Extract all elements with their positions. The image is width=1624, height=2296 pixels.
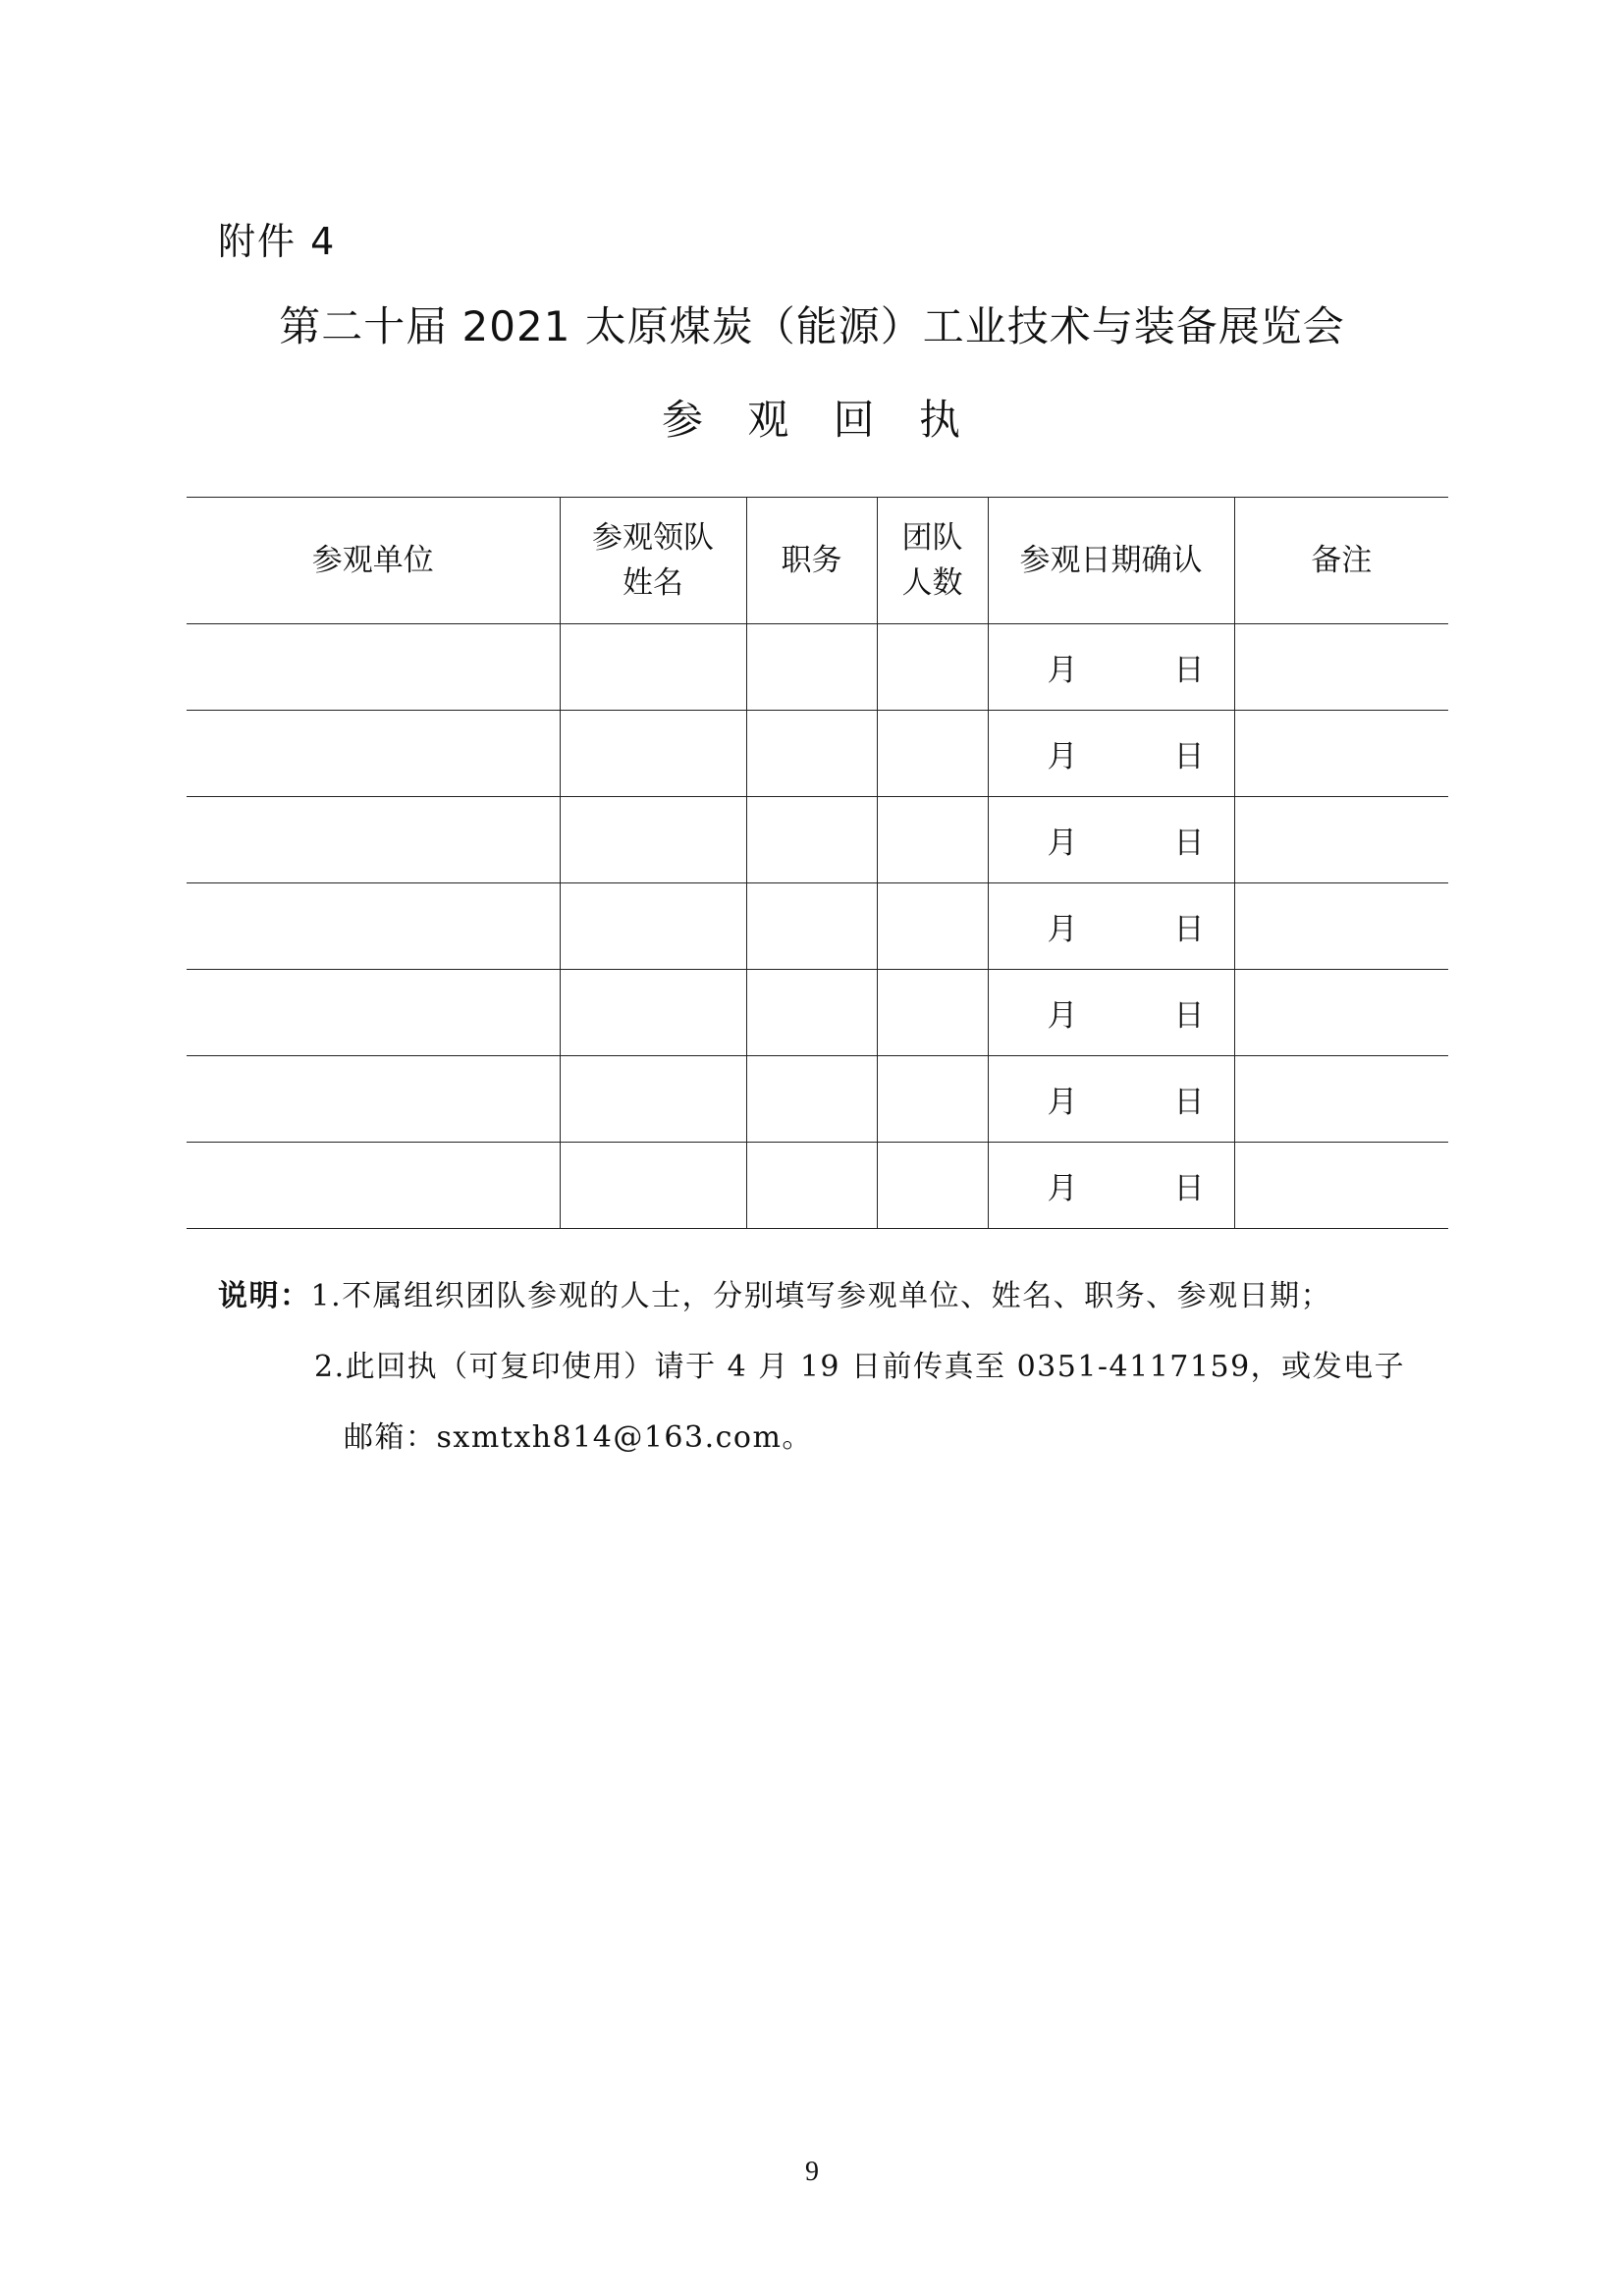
visit-receipt-table [187, 497, 1448, 1229]
cell-remarks[interactable] [1234, 970, 1448, 1056]
notes-section [218, 1261, 1445, 1473]
table-row [187, 1143, 1448, 1229]
month-label: 月 [1047, 1085, 1078, 1120]
document-title: 第二十届 2021 太原煤炭（能源）工业技术与装备展览会 [279, 302, 1345, 350]
cell-team-size[interactable] [877, 624, 988, 711]
cell-leader[interactable] [560, 797, 746, 883]
cell-date[interactable] [988, 711, 1234, 797]
table-row [187, 1056, 1448, 1143]
cell-leader[interactable] [560, 1143, 746, 1229]
cell-unit[interactable] [187, 970, 560, 1056]
header-visiting-unit: 参观单位 [187, 498, 560, 624]
month-label: 月 [1047, 826, 1078, 861]
day-label: 日 [1173, 912, 1205, 947]
cell-date[interactable] [988, 970, 1234, 1056]
cell-team-size[interactable] [877, 711, 988, 797]
cell-date[interactable] [988, 624, 1234, 711]
cell-leader[interactable] [560, 883, 746, 970]
cell-unit[interactable] [187, 711, 560, 797]
table-row [187, 711, 1448, 797]
day-label: 日 [1173, 1085, 1205, 1120]
page-number: 9 [805, 2157, 819, 2187]
cell-leader[interactable] [560, 711, 746, 797]
cell-position[interactable] [746, 624, 877, 711]
cell-remarks[interactable] [1234, 711, 1448, 797]
attachment-label: 附件 4 [218, 220, 337, 263]
header-remarks: 备注 [1234, 498, 1448, 624]
cell-team-size[interactable] [877, 883, 988, 970]
header-position: 职务 [746, 498, 877, 624]
cell-remarks[interactable] [1234, 1056, 1448, 1143]
note-item-2: 2.此回执（可复印使用）请于 4 月 19 日前传真至 0351-4117159，或发电子 [314, 1350, 1406, 1384]
day-label: 日 [1173, 998, 1205, 1034]
cell-remarks[interactable] [1234, 797, 1448, 883]
day-label: 日 [1173, 826, 1205, 861]
header-team-size: 团队人数 [877, 498, 988, 624]
cell-team-size[interactable] [877, 797, 988, 883]
day-label: 日 [1173, 1171, 1205, 1206]
cell-leader[interactable] [560, 970, 746, 1056]
cell-team-size[interactable] [877, 1143, 988, 1229]
month-label: 月 [1047, 912, 1078, 947]
notes-label: 说明： [218, 1279, 311, 1313]
cell-unit[interactable] [187, 1143, 560, 1229]
cell-position[interactable] [746, 883, 877, 970]
cell-date[interactable] [988, 1143, 1234, 1229]
cell-date[interactable] [988, 883, 1234, 970]
month-label: 月 [1047, 653, 1078, 688]
cell-team-size[interactable] [877, 970, 988, 1056]
month-label: 月 [1047, 1171, 1078, 1206]
cell-remarks[interactable] [1234, 624, 1448, 711]
day-label: 日 [1173, 739, 1205, 774]
table-row [187, 624, 1448, 711]
day-label: 日 [1173, 653, 1205, 688]
cell-unit[interactable] [187, 883, 560, 970]
month-label: 月 [1047, 998, 1078, 1034]
cell-date[interactable] [988, 797, 1234, 883]
note-item-1-text: 1.不属组织团队参观的人士，分别填写参观单位、姓名、职务、参观日期； [310, 1279, 1332, 1313]
table-row [187, 797, 1448, 883]
cell-unit[interactable] [187, 1056, 560, 1143]
cell-remarks[interactable] [1234, 1143, 1448, 1229]
cell-position[interactable] [746, 970, 877, 1056]
note-item-2-continued: 邮箱：sxmtxh814@163.com。 [344, 1420, 813, 1455]
document-subtitle: 参 观 回 执 [661, 396, 963, 444]
cell-leader[interactable] [560, 1056, 746, 1143]
cell-leader[interactable] [560, 624, 746, 711]
table-row [187, 970, 1448, 1056]
cell-position[interactable] [746, 797, 877, 883]
table-header-row [187, 498, 1448, 624]
cell-position[interactable] [746, 1056, 877, 1143]
cell-team-size[interactable] [877, 1056, 988, 1143]
header-visit-date: 参观日期确认 [988, 498, 1234, 624]
cell-position[interactable] [746, 1143, 877, 1229]
cell-remarks[interactable] [1234, 883, 1448, 970]
note-item-1 [218, 1261, 1445, 1332]
cell-unit[interactable] [187, 797, 560, 883]
header-leader-name: 参观领队姓名 [560, 498, 746, 624]
cell-unit[interactable] [187, 624, 560, 711]
table-row [187, 883, 1448, 970]
month-label: 月 [1047, 739, 1078, 774]
cell-date[interactable] [988, 1056, 1234, 1143]
cell-position[interactable] [746, 711, 877, 797]
